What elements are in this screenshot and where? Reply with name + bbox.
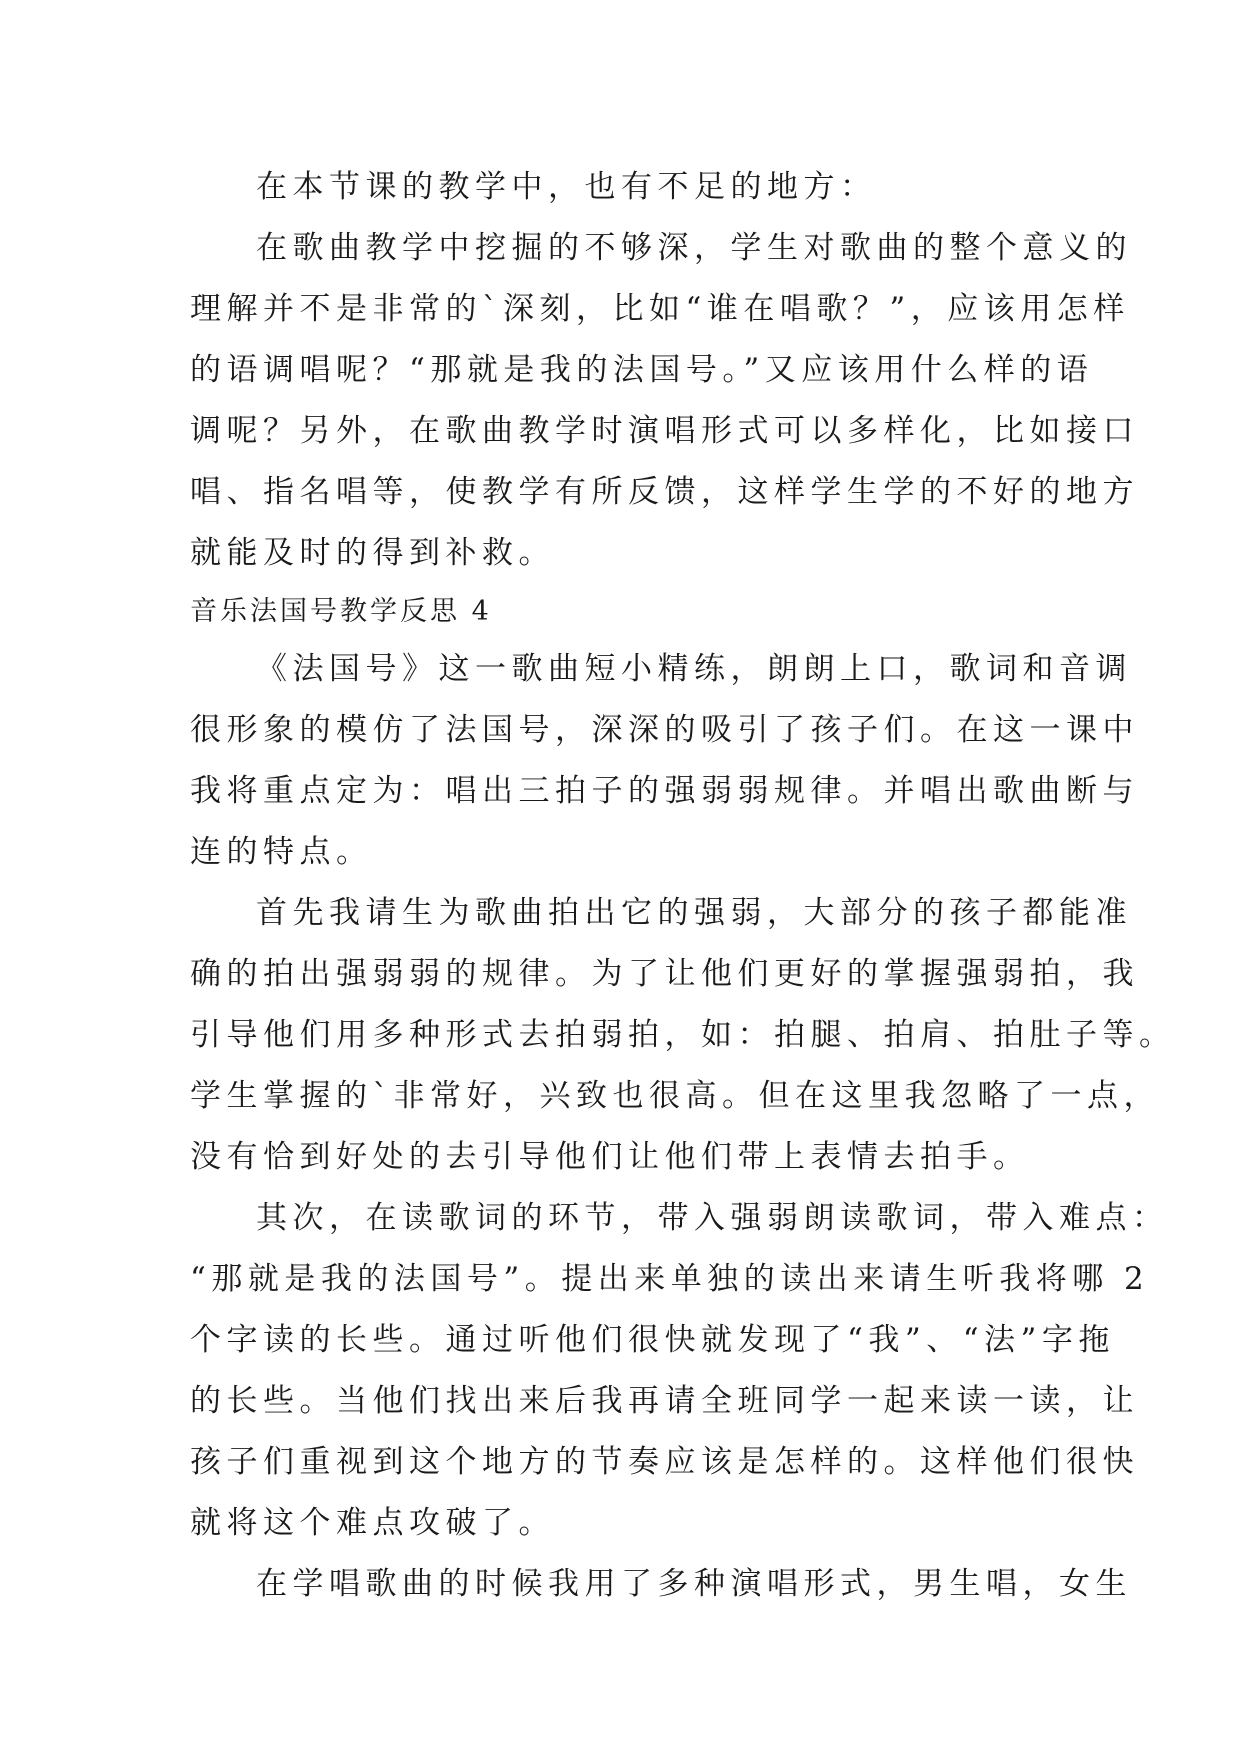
text-line: 学生掌握的`非常好，兴致也很高。但在这里我忽略了一点， (190, 1078, 1160, 1114)
text-line: 孩子们重视到这个地方的节奏应该是怎样的。这样他们很快 (190, 1444, 1139, 1480)
text-line: 的长些。当他们找出来后我再请全班同学一起来读一读，让 (190, 1383, 1139, 1419)
paragraph-6 (190, 1554, 1132, 1615)
paragraph-1 (190, 157, 1050, 218)
text-line: 很形象的模仿了法国号，深深的吸引了孩子们。在这一课中 (190, 712, 1139, 748)
text-line: 调呢？另外，在歌曲教学时演唱形式可以多样化，比如接口 (190, 413, 1139, 449)
text-line: 在学唱歌曲的时候我用了多种演唱形式，男生唱，女生 (256, 1566, 1132, 1602)
section-heading: 音乐法国号教学反思 4 (190, 596, 492, 627)
text-line: 唱、指名唱等，使教学有所反馈，这样学生学的不好的地方 (190, 474, 1139, 510)
text-line: 在歌曲教学中挖掘的不够深，学生对歌曲的整个意义的 (256, 230, 1132, 266)
document-page (190, 157, 1176, 1615)
text-line: 确的拍出强弱弱的规律。为了让他们更好的掌握强弱拍，我 (190, 956, 1139, 992)
paragraph-4 (190, 883, 1176, 1188)
text-line: 的语调唱呢？“那就是我的法国号。”又应该用什么样的语 (190, 352, 1094, 388)
text-line: 连的特点。 (190, 834, 373, 870)
text-line: “那就是我的法国号”。提出来单独的读出来请生听我将哪 2 (190, 1261, 1150, 1297)
text-line: 引导他们用多种形式去拍弱拍，如：拍腿、拍肩、拍肚子等。 (190, 1017, 1176, 1053)
text-line: 就将这个难点攻破了。 (190, 1505, 555, 1541)
text-line: 个字读的长些。通过听他们很快就发现了“我”、“法”字拖 (190, 1322, 1115, 1358)
paragraph-5 (190, 1188, 1169, 1554)
text-line: 《法国号》这一歌曲短小精练，朗朗上口，歌词和音调 (256, 651, 1132, 687)
text-line: 我将重点定为：唱出三拍子的强弱弱规律。并唱出歌曲断与 (190, 773, 1139, 809)
text-line: 其次，在读歌词的环节，带入强弱朗读歌词，带入难点： (256, 1200, 1169, 1236)
text-line: 就能及时的得到补救。 (190, 535, 555, 571)
paragraph-3 (190, 639, 1139, 883)
paragraph-2 (190, 218, 1139, 584)
text-line: 理解并不是非常的`深刻，比如“谁在唱歌？”，应该用怎样 (190, 291, 1130, 327)
text-line: 在本节课的教学中，也有不足的地方： (256, 169, 877, 205)
text-line: 首先我请生为歌曲拍出它的强弱，大部分的孩子都能准 (256, 895, 1132, 931)
text-line: 没有恰到好处的去引导他们让他们带上表情去拍手。 (190, 1139, 1030, 1175)
